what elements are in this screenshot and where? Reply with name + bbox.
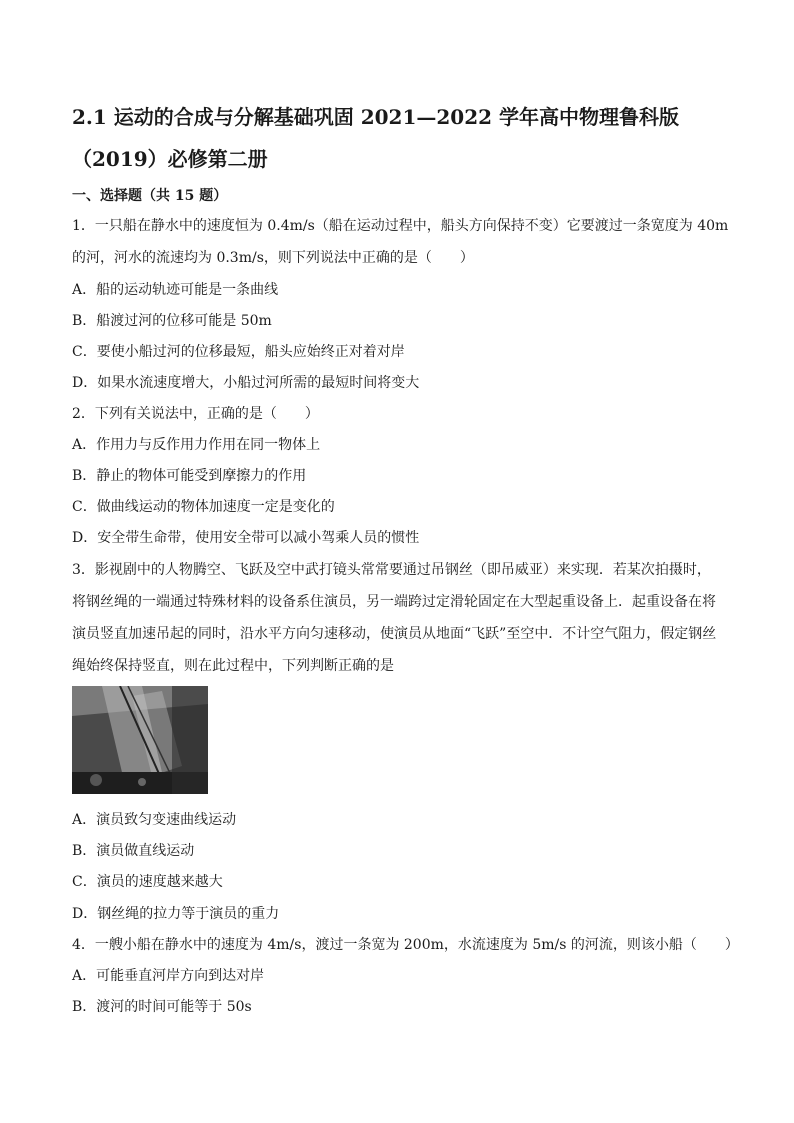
q1-option-c: C．要使小船过河的位移最短，船头应始终正对着对岸: [72, 344, 405, 360]
q2-option-b: B．静止的物体可能受到摩擦力的作用: [72, 468, 307, 484]
q2-option-a: A．作用力与反作用力作用在同一物体上: [72, 437, 321, 453]
q3-option-a: A．演员致匀变速曲线运动: [72, 812, 237, 828]
q3-option-d: D．钢丝绳的拉力等于演员的重力: [72, 906, 280, 922]
q3-stem-line-2: 将钢丝绳的一端通过特殊材料的设备系住演员，另一端跨过定滑轮固定在大型起重设备上．起重设备在将: [72, 594, 716, 610]
q1-option-b: B．船渡过河的位移可能是 50m: [72, 313, 272, 329]
doc-title-line-1: 2.1 运动的合成与分解基础巩固 2021—2022 学年高中物理鲁科版: [72, 105, 680, 129]
q3-stem-line-4: 绳始终保持竖直，则在此过程中，下列判断正确的是: [72, 658, 394, 674]
q4-option-a: A．可能垂直河岸方向到达对岸: [72, 968, 265, 984]
q3-stem-line-3: 演员竖直加速吊起的同时，沿水平方向匀速移动，使演员从地面“飞跃”至空中．不计空气阻力，假定钢丝: [72, 626, 717, 642]
q4-stem: 4．一艘小船在静水中的速度为 4m/s，渡过一条宽为 200m，水流速度为 5m/s 的河流，则该小船（ ）: [72, 937, 739, 953]
q1-option-d: D．如果水流速度增大，小船过河所需的最短时间将变大: [72, 375, 420, 391]
q3-stem-line-1: 3．影视剧中的人物腾空、飞跃及空中武打镜头常常要通过吊钢丝（即吊威亚）来实现．若某次拍摄时，: [72, 562, 711, 578]
q3-option-b: B．演员做直线运动: [72, 843, 195, 859]
q1-stem-line-2: 的河，河水的流速均为 0.3m/s，则下列说法中正确的是（ ）: [72, 250, 474, 266]
q2-option-d: D．安全带生命带，使用安全带可以减小驾乘人员的惯性: [72, 530, 420, 546]
q3-photo-graphic: [72, 686, 208, 794]
q3-photo-image: [72, 686, 208, 794]
q1-stem-line-1: 1．一只船在静水中的速度恒为 0.4m/s（船在运动过程中，船头方向保持不变）它要渡过一条宽度为 40m: [72, 218, 729, 234]
q1-option-a: A．船的运动轨迹可能是一条曲线: [72, 282, 279, 298]
section-heading: 一、选择题（共 15 题）: [72, 188, 228, 204]
q3-option-c: C．演员的速度越来越大: [72, 874, 223, 890]
q2-stem: 2．下列有关说法中，正确的是（ ）: [72, 406, 319, 422]
doc-title-line-2: （2019）必修第二册: [72, 147, 268, 171]
q2-option-c: C．做曲线运动的物体加速度一定是变化的: [72, 499, 335, 515]
q4-option-b: B．渡河的时间可能等于 50s: [72, 999, 252, 1015]
